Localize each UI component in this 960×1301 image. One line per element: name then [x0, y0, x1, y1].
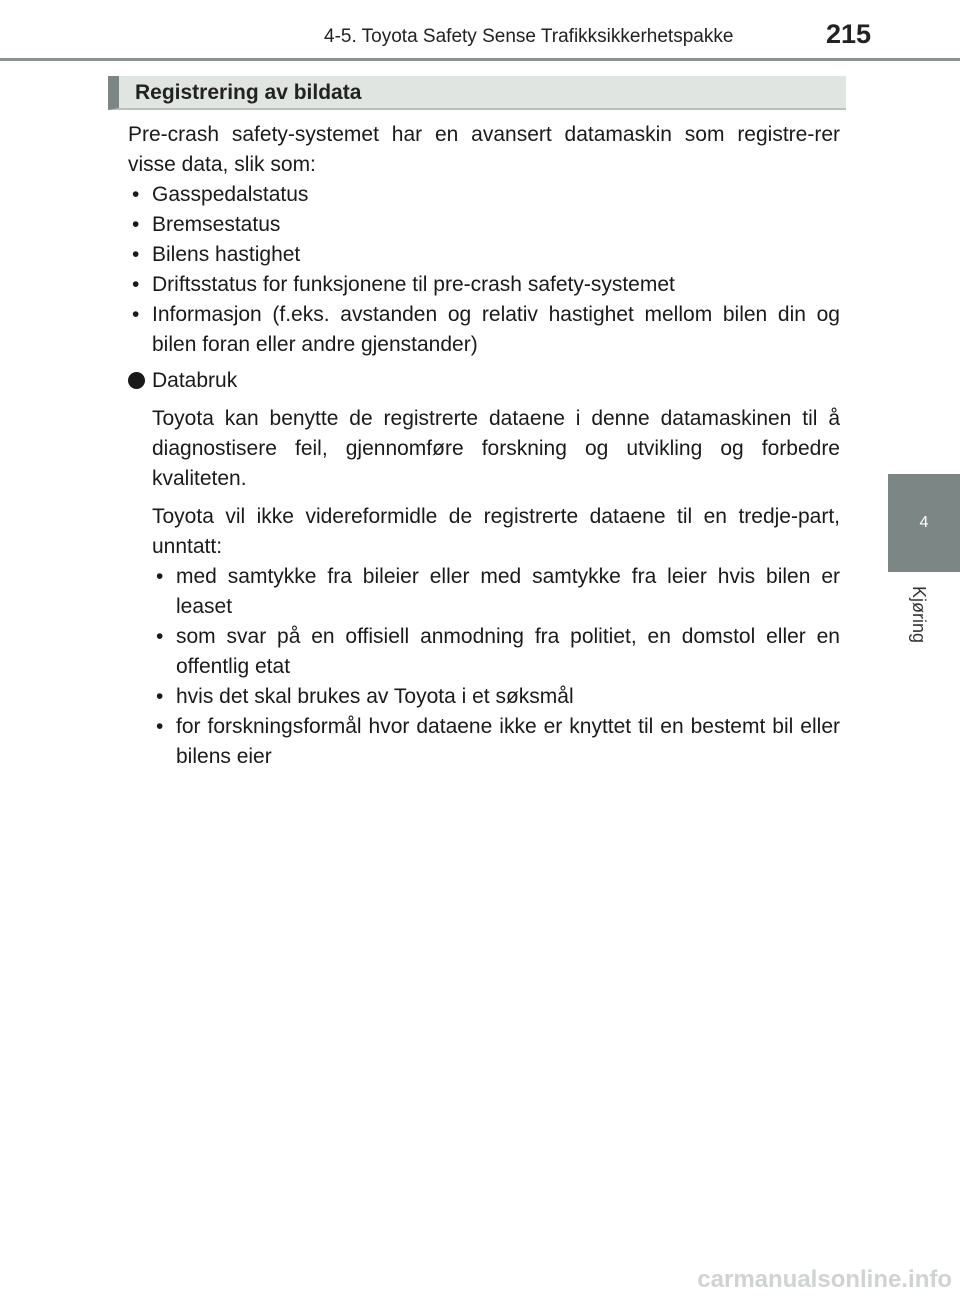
watermark: carmanualsonline.info	[697, 1266, 952, 1293]
list-item: • med samtykke fra bileier eller med samtykke fra leier hvis bilen er leaset	[152, 562, 840, 622]
list-item: • som svar på en offisiell anmodning fra politiet, en domstol eller en offentlig etat	[152, 622, 840, 682]
list-item: • for forskningsformål hvor dataene ikke er knyttet til en bestemt bil eller bilens eier	[152, 712, 840, 772]
bullet-icon: •	[156, 565, 164, 588]
list-item: • hvis det skal brukes av Toyota i et søksmål	[152, 682, 840, 712]
list-item: • Driftsstatus for funksjonene til pre-crash safety-systemet	[128, 270, 840, 300]
exceptions-list	[152, 562, 840, 772]
bullet-icon: •	[132, 273, 140, 296]
bullet-icon: •	[156, 685, 164, 708]
intro-paragraph: Pre-crash safety-systemet har en avansert datamaskin som registre-rer visse data, slik som:	[128, 123, 840, 176]
page-number: 215	[826, 19, 872, 49]
section-title: Registrering av bildata	[135, 81, 362, 104]
header-divider	[0, 58, 960, 61]
bullet-icon: •	[156, 715, 164, 738]
list-item: • Gasspedalstatus	[128, 180, 840, 210]
data-use-paragraph-1: Toyota kan benytte de registrerte dataene i denne datamaskinen til å diagnostisere feil, gjennomføre forskning og utvikling og forbedre kvaliteten.	[152, 407, 840, 490]
bullet-icon: •	[132, 303, 140, 326]
page-header-title: 4-5. Toyota Safety Sense Trafikksikkerhetspakke	[324, 26, 734, 47]
list-item: • Informasjon (f.eks. avstanden og relativ hastighet mellom bilen din og bilen foran eller andre gjenstander)	[128, 300, 840, 360]
recorded-items-list	[128, 180, 840, 360]
section-header	[108, 76, 846, 110]
data-use-heading: Databruk	[128, 366, 840, 396]
list-item: • Bilens hastighet	[128, 240, 840, 270]
chapter-tab[interactable]	[888, 474, 960, 572]
bullet-icon: •	[132, 183, 140, 206]
chapter-tab-number: 4	[919, 514, 929, 531]
bullet-icon: •	[156, 625, 164, 648]
bullet-icon: •	[132, 243, 140, 266]
bullet-icon: •	[132, 213, 140, 236]
list-item: • Bremsestatus	[128, 210, 840, 240]
filled-circle-icon	[128, 372, 145, 389]
chapter-tab-label: Kjøring	[909, 586, 929, 644]
data-use-paragraph-2: Toyota vil ikke videreformidle de registrerte dataene til en tredje-part, unntatt:	[152, 505, 840, 558]
content-body	[128, 120, 840, 772]
